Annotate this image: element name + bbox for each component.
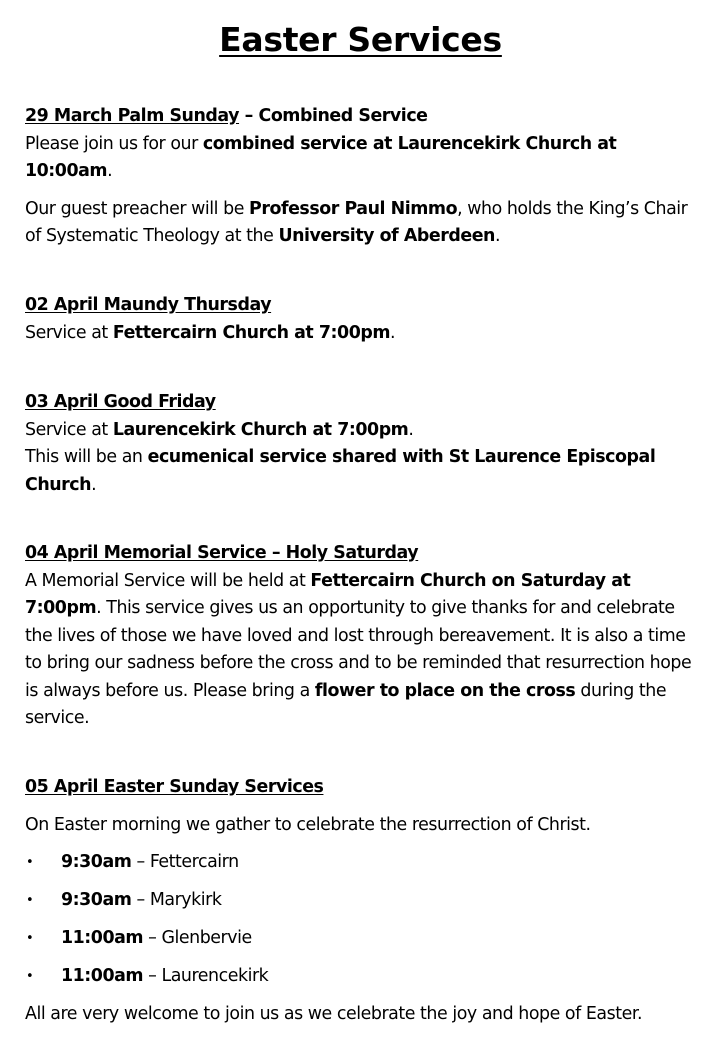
bullet-icon: •	[26, 855, 34, 870]
section-maundy-thursday	[25, 292, 696, 347]
heading-rest: – Combined Service	[239, 106, 428, 126]
text: Our guest preacher will be	[25, 198, 250, 219]
paragraph: All are very welcome to join us as we celebrate the joy and hope of Easter.	[25, 1004, 643, 1024]
section-heading	[25, 292, 696, 320]
paragraph	[25, 196, 696, 251]
bullet-icon: •	[26, 969, 34, 984]
section-heading	[25, 103, 696, 131]
bold-text: combined service at Laurencekirk Church at 10:00am	[25, 133, 617, 181]
text: .	[408, 419, 414, 440]
bold-text: University of Aberdeen	[278, 226, 495, 246]
service-time: 9:30am	[61, 890, 132, 910]
list-item	[25, 887, 700, 915]
text: during the service.	[25, 680, 667, 728]
heading-text: 03 April Good Friday	[25, 392, 216, 412]
section-easter-sunday	[25, 774, 700, 1029]
bullet-icon: •	[26, 931, 34, 946]
text: Service at	[25, 322, 113, 343]
service-place: – Glenbervie	[143, 928, 252, 948]
heading-date: 29 March Palm Sunday	[25, 106, 240, 126]
service-place: – Fettercairn	[131, 852, 239, 872]
paragraph	[25, 417, 696, 445]
service-place: – Marykirk	[131, 890, 222, 910]
text: Please join us for our	[25, 133, 203, 154]
heading-text: 04 April Memorial Service – Holy Saturday	[25, 543, 419, 563]
service-time: 11:00am	[61, 928, 144, 948]
heading-text: 02 April Maundy Thursday	[25, 295, 272, 315]
paragraph: On Easter morning we gather to celebrate the resurrection of Christ.	[25, 814, 591, 835]
paragraph	[25, 320, 696, 348]
bold-text: Professor Paul Nimmo	[249, 198, 458, 219]
service-times-list	[25, 849, 700, 991]
text: Service at	[25, 419, 113, 440]
page-title: Easter Services	[219, 20, 502, 59]
service-time: 11:00am	[61, 966, 144, 986]
text: .	[495, 226, 501, 246]
text: , who holds the King’s Chair of Systematic Theology at the	[25, 198, 688, 246]
paragraph	[25, 444, 696, 499]
text: . This service gives us an opportunity to give thanks for and celebrate the lives of those we have loved and lost through bereavement. It is also a time to bring our sadness before the cross and to be reminded that resurrection hope is always before us. Please bring a	[25, 598, 692, 701]
bold-text: ecumenical service shared with St Laurence Episcopal Church	[25, 447, 656, 495]
section-palm-sunday	[25, 103, 696, 251]
bold-text: Laurencekirk Church at 7:00pm	[112, 419, 409, 440]
bold-text: Fettercairn Church on Saturday at 7:00pm	[25, 570, 631, 618]
paragraph	[25, 568, 700, 733]
text: This will be an	[25, 447, 148, 467]
text: A Memorial Service will be held at	[25, 570, 311, 591]
text: .	[390, 322, 396, 343]
paragraph	[25, 131, 696, 186]
service-time: 9:30am	[61, 852, 132, 872]
list-item	[25, 849, 700, 877]
service-place: – Laurencekirk	[143, 966, 269, 986]
section-good-friday	[25, 389, 696, 499]
section-heading	[25, 540, 700, 568]
bullet-icon: •	[26, 893, 34, 908]
text: .	[107, 161, 113, 181]
section-memorial-service	[25, 540, 700, 733]
bold-text: Fettercairn Church at 7:00pm	[112, 322, 391, 343]
heading-text: 05 April Easter Sunday Services	[25, 777, 324, 797]
list-item	[25, 963, 700, 991]
section-heading	[25, 389, 696, 417]
list-item	[25, 925, 700, 953]
bold-text: flower to place on the cross	[314, 680, 576, 701]
text: .	[91, 474, 97, 495]
section-heading	[25, 774, 700, 802]
